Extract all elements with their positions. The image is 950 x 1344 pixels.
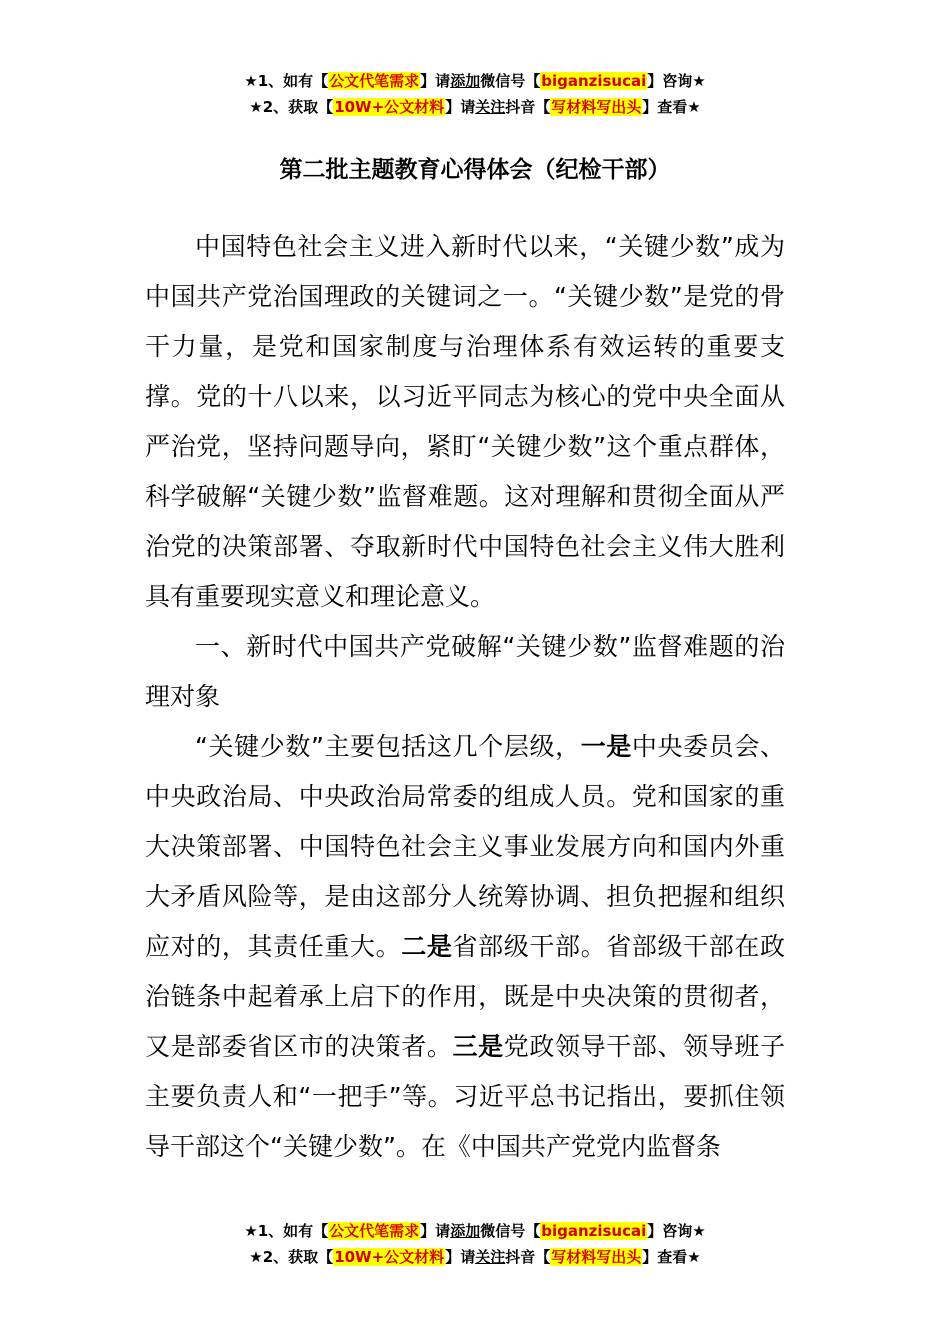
- paragraph-intro: 中国特色社会主义进入新时代以来，“关键少数”成为中国共产党治国理政的关键词之一。“关键少数”是党的骨干力量，是党和国家制度与治理体系有效运转的重要支撑。党的十八以来，以习近平同志为核心的党中央全面从严治党，坚持问题导向，紧盯“关键少数”这个重点群体，科学破解“关键少数”监督难题。这对理解和贯彻全面从严治党的决策部署、夺取新时代中国特色社会主义伟大胜利具有重要现实意义和理论意义。: [145, 232, 785, 611]
- banner-text: 抖音【: [505, 1248, 551, 1266]
- paragraph-text: 党政领导干部、领导班子主要负责人和“一把手”等。习近平总书记指出，要抓住领导干部这个“关键少数”。在《中国共产党党内监督条: [145, 1032, 785, 1161]
- paragraph-text: “关键少数”主要包括这几个层级，: [195, 732, 581, 761]
- banner-text: 】咨询★: [647, 72, 706, 90]
- banner-text: 微信号【: [480, 72, 541, 90]
- banner-highlight: 公文代笔需求: [329, 1222, 420, 1240]
- banner-highlight: 10W+公文材料: [334, 98, 445, 116]
- banner-text: 】咨询★: [647, 1222, 706, 1240]
- banner-text: ★2、获取【: [249, 98, 334, 116]
- banner-text: 】请: [445, 98, 476, 116]
- banner-text: 】查看★: [642, 1248, 701, 1266]
- banner-highlight: biganzisucai: [541, 1222, 647, 1240]
- header-banner: [0, 68, 950, 120]
- banner-line-1: [0, 68, 950, 94]
- banner-line-2: [0, 94, 950, 120]
- banner-text: 】请: [420, 1222, 451, 1240]
- banner-text: 微信号【: [480, 1222, 541, 1240]
- paragraph-levels: [145, 722, 785, 1172]
- banner-line-2: [0, 1244, 950, 1270]
- paragraph-text: 省部级干部。省部级干部在政治链条中起着承上启下的作用，既是中央决策的贯彻者，又是部委省区市的决策者。: [145, 932, 785, 1061]
- banner-highlight: 写材料写出头: [551, 1248, 642, 1266]
- bold-marker: 一是: [580, 732, 632, 761]
- banner-highlight: 写材料写出头: [551, 98, 642, 116]
- bold-marker: 三是: [452, 1032, 504, 1061]
- banner-text: 抖音【: [505, 98, 551, 116]
- banner-line-1: [0, 1218, 950, 1244]
- banner-text: 】请: [445, 1248, 476, 1266]
- banner-text: 】查看★: [642, 98, 701, 116]
- banner-underline: 添加: [450, 1222, 481, 1240]
- footer-banner: [0, 1218, 950, 1270]
- document-body: [145, 222, 785, 1172]
- banner-underline: 添加: [450, 72, 481, 90]
- section-heading: 一、新时代中国共产党破解“关键少数”监督难题的治理对象: [145, 632, 785, 711]
- banner-text: ★2、获取【: [249, 1248, 334, 1266]
- banner-underline: 关注: [475, 98, 506, 116]
- paragraph-text: 中央委员会、中央政治局、中央政治局常委的组成人员。党和国家的重大决策部署、中国特色社会主义事业发展方向和国内外重大矛盾风险等，是由这部分人统筹协调、担负把握和组织应对的，其责任重大。: [145, 732, 785, 961]
- banner-highlight: 公文代笔需求: [329, 72, 420, 90]
- banner-text: 】请: [420, 72, 451, 90]
- page-title: 第二批主题教育心得体会（纪检干部）: [279, 157, 671, 183]
- banner-underline: 关注: [475, 1248, 506, 1266]
- banner-highlight: 10W+公文材料: [334, 1248, 445, 1266]
- banner-text: ★1、如有【: [244, 72, 329, 90]
- banner-highlight: biganzisucai: [541, 72, 647, 90]
- banner-text: ★1、如有【: [244, 1222, 329, 1240]
- bold-marker: 二是: [401, 932, 453, 961]
